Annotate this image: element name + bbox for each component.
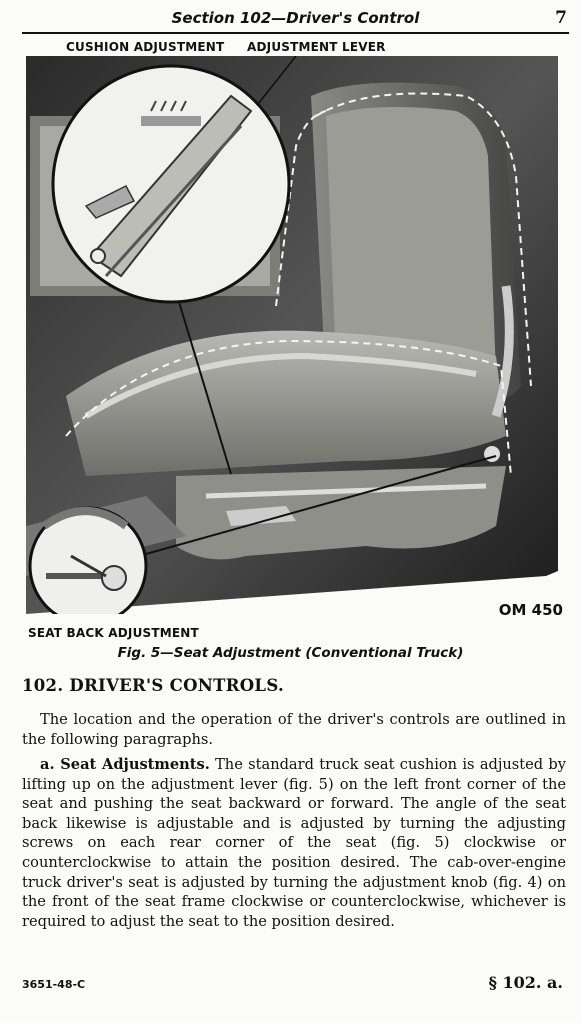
page-header — [22, 4, 569, 34]
callout-adjustment-lever: ADJUSTMENT LEVER — [247, 40, 386, 54]
seat-photo-illustration — [26, 56, 558, 614]
paragraph-runin-heading: a. Seat Adjustments. — [40, 756, 210, 773]
footer-code: 3651-48-C — [22, 978, 86, 991]
paragraph-seat-adjustments — [22, 755, 566, 931]
seat-adjustment-photo — [26, 56, 558, 614]
footer-section-ref: § 102. a. — [488, 973, 563, 992]
figure-code: OM 450 — [498, 601, 563, 619]
section-heading: 102. DRIVER'S CONTROLS. — [22, 676, 284, 695]
callout-seat-back-adjustment: SEAT BACK ADJUSTMENT — [28, 626, 199, 640]
paragraph-intro: The location and the operation of the driver's controls are outlined in the following paragraphs. — [22, 711, 566, 748]
paragraph-body: The standard truck seat cushion is adjusted by lifting up on the adjustment lever (fig. 5) on the left front corner of the seat and pushing the seat backward or forward. The angle of the seat back likewise is adjustable and is adjusted by turning the adjusting screws on each rear corner of the seat (fig. 5) clockwise or counterclockwise to attain the position desired. The cab-over-engine truck driver's seat is adjusted by turning the adjustment knob (fig. 4) on the front of the seat frame clockwise or counterclockwise, whichever is required to adjust the seat to the position desired. — [22, 756, 566, 930]
callout-cushion-adjustment: CUSHION ADJUSTMENT — [66, 40, 225, 54]
page-number: 7 — [555, 8, 567, 28]
section-title: Section 102—Driver's Control — [171, 9, 420, 27]
figure-caption: Fig. 5—Seat Adjustment (Conventional Truck) — [117, 645, 464, 661]
